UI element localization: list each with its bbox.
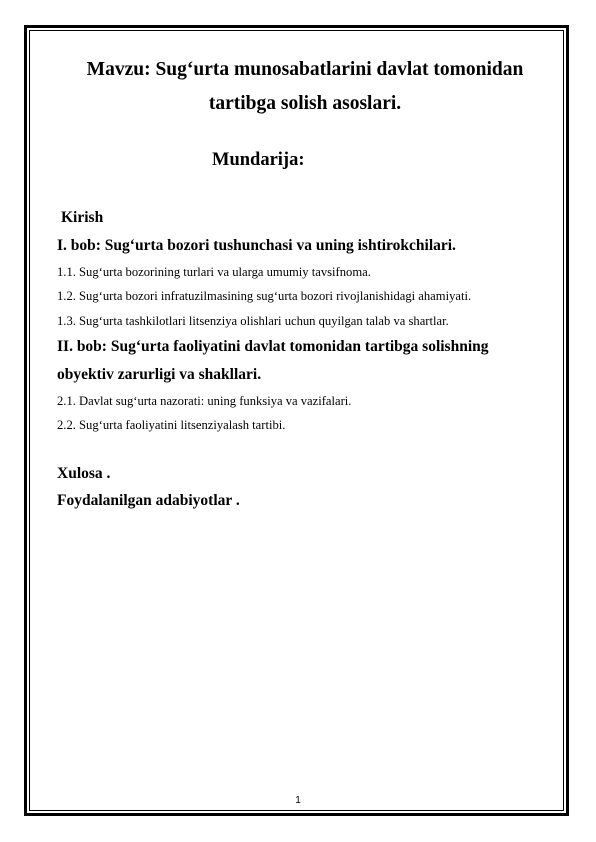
toc-chapter-1: I. bob: Sug‘urta bozori tushunchasi va uning ishtirokchilari.	[57, 237, 456, 254]
document-title-line-2: tartibga solish asoslari.	[208, 93, 402, 114]
document-title-line-1: Mavzu: Sug‘urta munosabatlarini davlat tomonidan	[86, 59, 524, 80]
toc-item-2-1: 2.1. Davlat sug‘urta nazorati: uning funksiya va vazifalari.	[57, 394, 352, 408]
toc-item-1-1: 1.1. Sug‘urta bozorining turlari va ularga umumiy tavsifnoma.	[57, 265, 371, 279]
toc-chapter-2-line-1: II. bob: Sug‘urta faoliyatini davlat tomonidan tartibga solishning	[57, 338, 489, 355]
toc-chapter-2-line-2: obyektiv zarurligi va shakllari.	[57, 366, 262, 383]
toc-references: Foydalanilgan adabiyotlar .	[57, 492, 240, 509]
toc-item-2-2: 2.2. Sug‘urta faoliyatini litsenziyalash tartibi.	[57, 418, 286, 432]
contents-heading: Mundarija:	[212, 150, 305, 170]
toc-conclusion: Xulosa .	[57, 465, 111, 482]
toc-item-1-3: 1.3. Sug‘urta tashkilotlari litsenziya olishlari uchun quyilgan talab va shartlar.	[57, 314, 449, 328]
toc-item-1-2: 1.2. Sug‘urta bozori infratuzilmasining sug‘urta bozori rivojlanishidagi ahamiyati.	[57, 289, 472, 303]
page-number: 1	[295, 795, 301, 806]
toc-intro: Kirish	[61, 209, 104, 226]
